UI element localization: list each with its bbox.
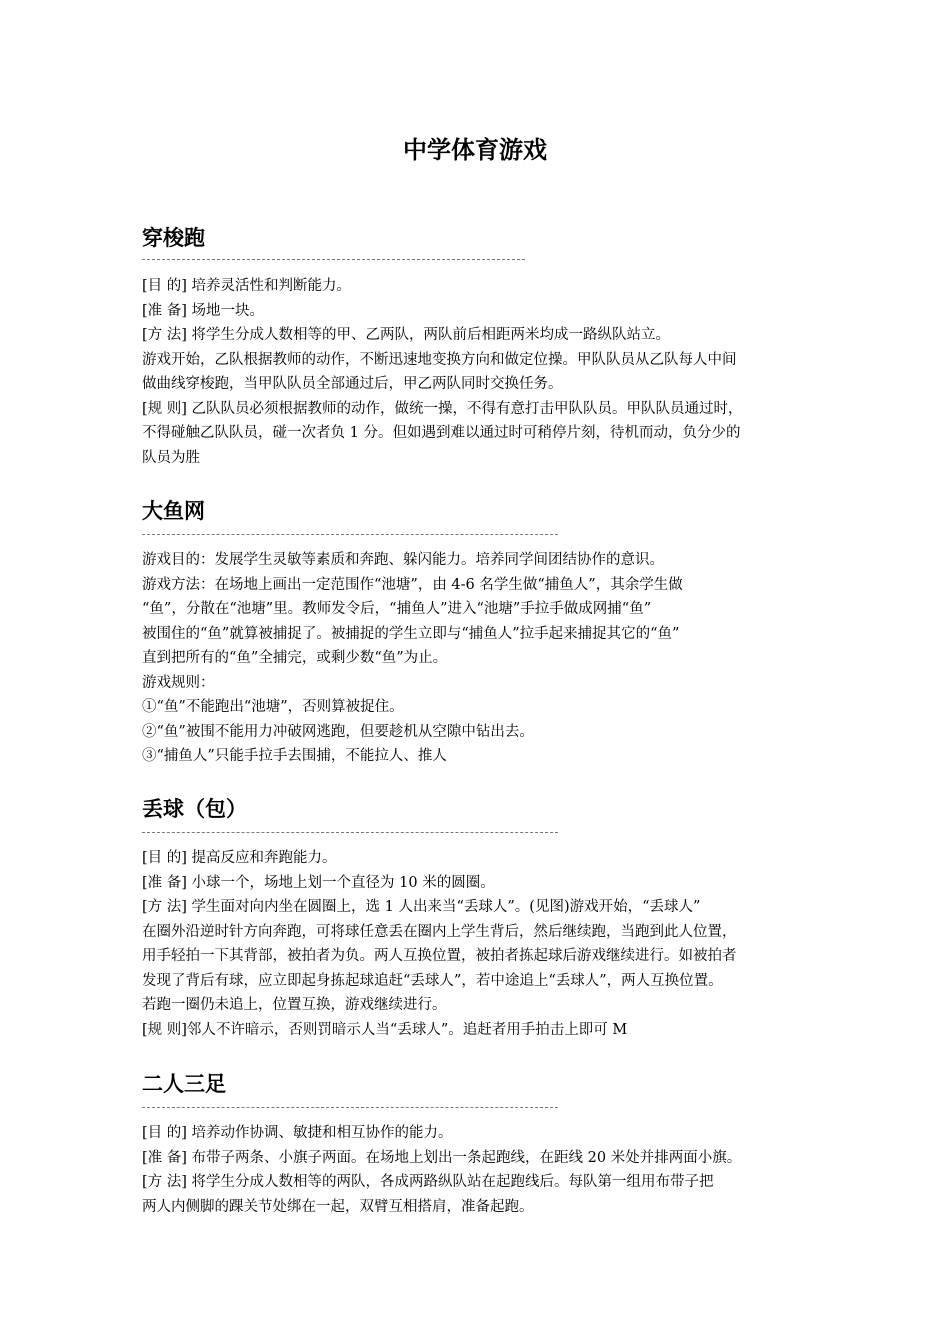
page-title: 中学体育游戏 [403, 136, 547, 164]
section-divider [142, 1107, 558, 1108]
body-text-line: ②“鱼”被围不能用力冲破网逃跑，但要趁机从空隙中钻出去。 [142, 724, 534, 740]
section-heading: 穿梭跑 [142, 226, 205, 250]
body-text-line: 游戏开始，乙队根据教师的动作，不断迅速地变换方向和做定位操。甲队队员从乙队每人中间 [142, 352, 737, 368]
body-text-line: [准 备] 小球一个，场地上划一个直径为 10 米的圆圈。 [142, 875, 495, 891]
body-text-line: [目 的] 提高反应和奔跑能力。 [142, 850, 337, 866]
body-text-line: 队员为胜 [142, 450, 200, 466]
body-text-line: 不得碰触乙队队员，碰一次者负 1 分。但如遇到难以通过时可稍停片刻，待机而动，负分少的 [142, 425, 741, 441]
section-divider [142, 832, 558, 833]
section-heading: 丢球（包） [142, 797, 247, 821]
body-text-line: [规 则] 乙队队员必须根据教师的动作，做统一操，不得有意打击甲队队员。甲队队员通过时， [142, 401, 743, 417]
body-text-line: [方 法] 学生面对向内坐在圆圈上，选 1 人出来当“丢球人”。(见图)游戏开始，“丢球人” [142, 899, 701, 915]
section-divider [142, 534, 558, 535]
body-text-line: 两人内侧脚的踝关节处绑在一起，双臂互相搭肩，准备起跑。 [142, 1199, 534, 1215]
body-text-line: ③“捕鱼人”只能手拉手去围捕，不能拉人、推人 [142, 748, 447, 764]
body-text-line: 游戏方法：在场地上画出一定范围作“池塘”，由 4-6 名学生做“捕鱼人”，其余学生做 [142, 577, 683, 593]
body-text-line: [准 备] 布带子两条、小旗子两面。在场地上划出一条起跑线，在距线 20 米处并排两面小旗。 [142, 1150, 742, 1166]
body-text-line: 直到把所有的“鱼”全捕完，或剩少数“鱼”为止。 [142, 650, 448, 666]
section-heading: 二人三足 [142, 1072, 226, 1096]
body-text-line: ①“鱼”不能跑出“池塘”，否则算被捉住。 [142, 699, 404, 715]
body-text-line: 在圈外沿逆时针方向奔跑，可将球任意丢在圈内上学生背后，然后继续跑，当跑到此人位置， [142, 924, 737, 940]
body-text-line: [准 备] 场地一块。 [142, 303, 265, 319]
body-text-line: 游戏目的：发展学生灵敏等素质和奔跑、躲闪能力。培养同学间团结协作的意识。 [142, 552, 664, 568]
body-text-line: [方 法] 将学生分成人数相等的两队，各成两路纵队站在起跑线后。每队第一组用布带子把 [142, 1174, 714, 1190]
section-heading: 大鱼网 [142, 499, 205, 523]
body-text-line: [目 的] 培养灵活性和判断能力。 [142, 278, 352, 294]
body-text-line: “鱼”，分散在“池塘”里。教师发令后，“捕鱼人”进入“池塘”手拉手做成网捕“鱼” [142, 601, 652, 617]
body-text-line: 发现了背后有球，应立即起身拣起球追赶“丢球人”，若中途追上“丢球人”，两人互换位置。 [142, 973, 723, 989]
section-divider [142, 259, 525, 260]
body-text-line: 用手轻拍一下其背部，被拍者为负。两人互换位置，被拍者拣起球后游戏继续进行。如被拍者 [142, 948, 737, 964]
body-text-line: 若跑一圈仍未追上，位置互换，游戏继续进行。 [142, 997, 447, 1013]
body-text-line: [规 则]邻人不许暗示，否则罚暗示人当“丢球人”。追赶者用手拍击上即可 M [142, 1022, 628, 1038]
body-text-line: 做曲线穿梭跑，当甲队队员全部通过后，甲乙两队同时交换任务。 [142, 376, 563, 392]
body-text-line: 游戏规则： [142, 675, 215, 691]
body-text-line: [方 法] 将学生分成人数相等的甲、乙两队，两队前后相距两米均成一路纵队站立。 [142, 327, 671, 343]
body-text-line: [目 的] 培养动作协调、敏捷和相互协作的能力。 [142, 1125, 453, 1141]
body-text-line: 被围住的“鱼”就算被捕捉了。被捕捉的学生立即与“捕鱼人”拉手起来捕捉其它的“鱼” [142, 626, 680, 642]
